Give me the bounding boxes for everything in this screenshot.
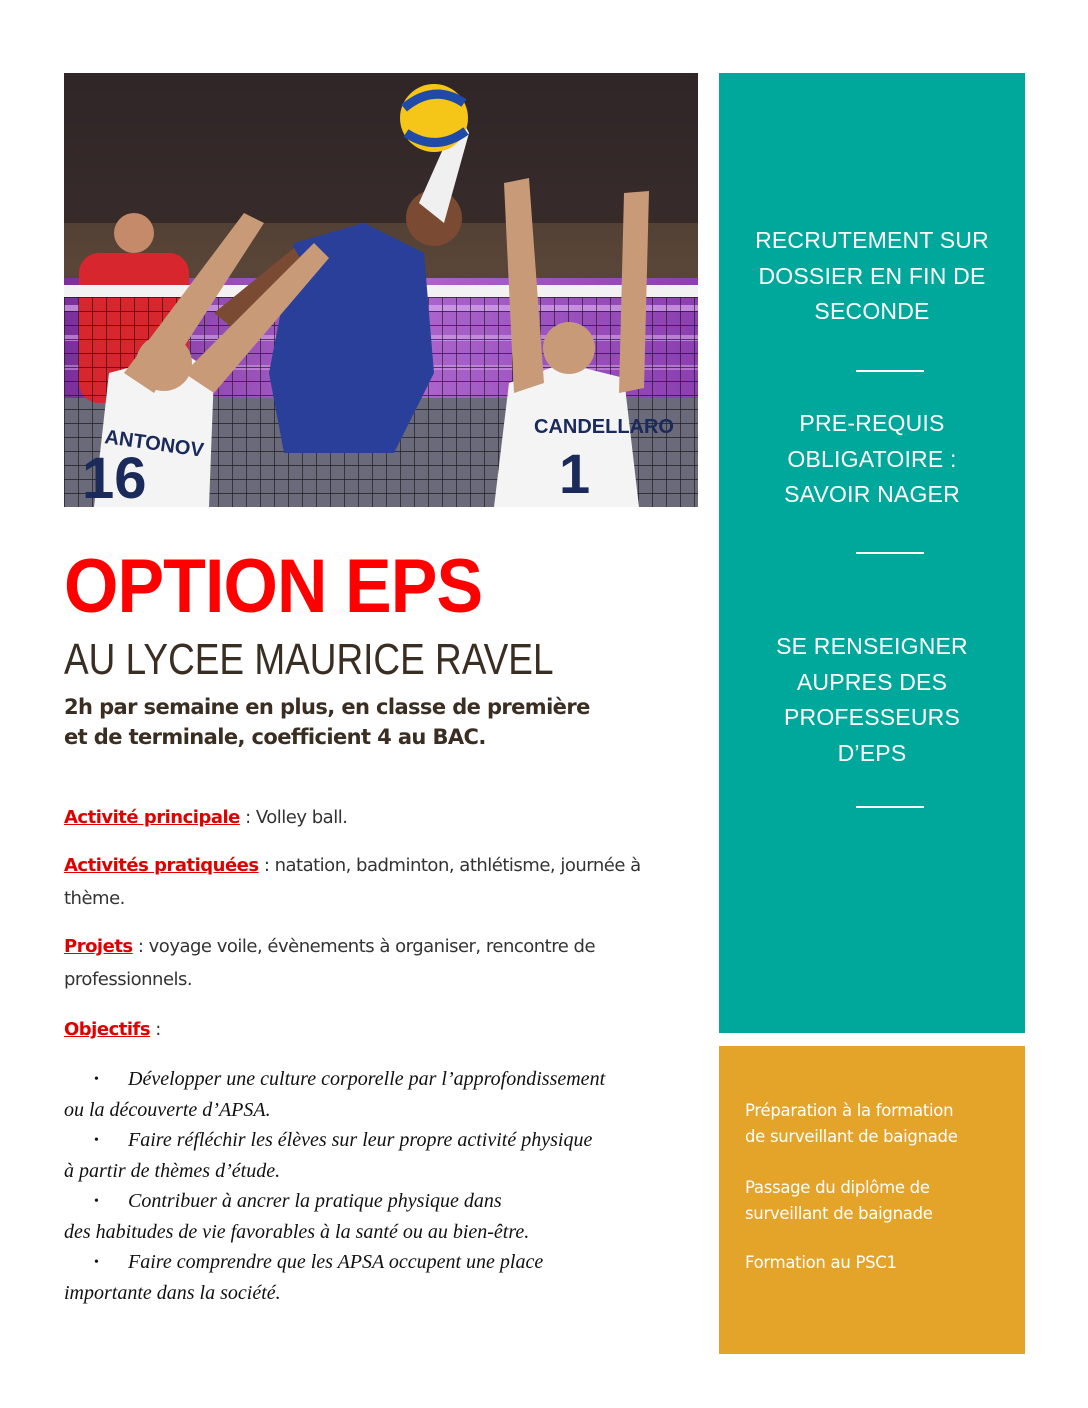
- training-panel: [719, 1046, 1025, 1354]
- training-line: Passage du diplôme de: [745, 1178, 930, 1197]
- training-item: [745, 1250, 1015, 1276]
- panel-line: PRE-REQUIS: [799, 410, 945, 436]
- training-item: [745, 1098, 1015, 1149]
- prerequisite-block: [719, 406, 1025, 513]
- panel-line: D’EPS: [837, 739, 907, 766]
- objective-item: [64, 1125, 704, 1186]
- contact-block: [719, 629, 1025, 771]
- training-item: [745, 1175, 1015, 1226]
- panel-line: SE RENSEIGNER: [776, 633, 968, 659]
- detail-label: Objectifs: [64, 1019, 151, 1040]
- objective-line: • Développer une culture corporelle par l’approfondissement: [64, 1064, 704, 1095]
- panel-line: RECRUTEMENT SUR: [755, 227, 989, 253]
- detail-text: : natation, badminton, athlétisme, journée à thème.: [64, 855, 641, 909]
- panel-line: AUPRES DES: [796, 668, 948, 695]
- detail-projects: [64, 930, 694, 996]
- tagline: [64, 692, 624, 752]
- objective-line: • Faire comprendre que les APSA occupent une place: [64, 1247, 704, 1278]
- detail-label: Projets: [64, 936, 133, 957]
- tagline-line: 2h par semaine en plus, en classe de première: [64, 695, 590, 719]
- volleyball-photo: [64, 73, 698, 507]
- objective-item: [64, 1247, 704, 1308]
- detail-main-activity: [64, 801, 694, 834]
- detail-objectives: [64, 1013, 694, 1046]
- panel-line: SAVOIR NAGER: [784, 481, 960, 507]
- requirements-panel: [719, 73, 1025, 1033]
- objective-line: • Faire réfléchir les élèves sur leur propre activité physique: [64, 1125, 704, 1156]
- detail-activities: [64, 849, 694, 915]
- tagline-line: et de terminale, coefficient 4 au BAC.: [64, 725, 486, 749]
- objective-item: [64, 1064, 704, 1125]
- training-line: Formation au PSC1: [745, 1253, 897, 1272]
- panel-line: DOSSIER EN FIN DE: [758, 262, 986, 289]
- separator-line: [856, 552, 924, 554]
- detail-label: Activités pratiquées: [64, 855, 259, 876]
- objective-line: des habitudes de vie favorables à la santé ou au bien-être.: [64, 1221, 530, 1243]
- objectives-list: [64, 1064, 704, 1308]
- recruitment-block: [719, 223, 1025, 330]
- objective-line: à partir de thèmes d’étude.: [64, 1160, 281, 1182]
- detail-text: :: [150, 1019, 161, 1040]
- page-subtitle: AU LYCEE MAURICE RAVEL: [64, 635, 554, 684]
- page-title: OPTION EPS: [64, 544, 483, 629]
- training-line: Préparation à la formation: [745, 1101, 954, 1120]
- detail-text: : Volley ball.: [239, 807, 348, 828]
- panel-line: PROFESSEURS: [783, 704, 960, 730]
- objective-line: ou la découverte d’APSA.: [64, 1099, 271, 1121]
- detail-label: Activité principale: [64, 807, 240, 828]
- training-line: de surveillant de baignade: [745, 1126, 958, 1146]
- separator-line: [856, 806, 924, 808]
- objective-item: [64, 1186, 704, 1247]
- jersey-left-name: ANTONOV: [103, 426, 206, 462]
- jersey-left-number: 16: [82, 446, 147, 507]
- panel-line: OBLIGATOIRE :: [787, 445, 957, 472]
- objective-line: importante dans la société.: [64, 1282, 281, 1304]
- jersey-right-number: 1: [559, 442, 591, 505]
- jersey-right-name: CANDELLARO: [534, 416, 674, 438]
- training-line: surveillant de baignade: [745, 1203, 933, 1223]
- separator-line: [856, 370, 924, 372]
- objective-line: • Contribuer à ancrer la pratique physique dans: [64, 1186, 704, 1217]
- detail-text: : voyage voile, évènements à organiser, rencontre de professionnels.: [64, 936, 596, 990]
- panel-line: SECONDE: [814, 298, 930, 324]
